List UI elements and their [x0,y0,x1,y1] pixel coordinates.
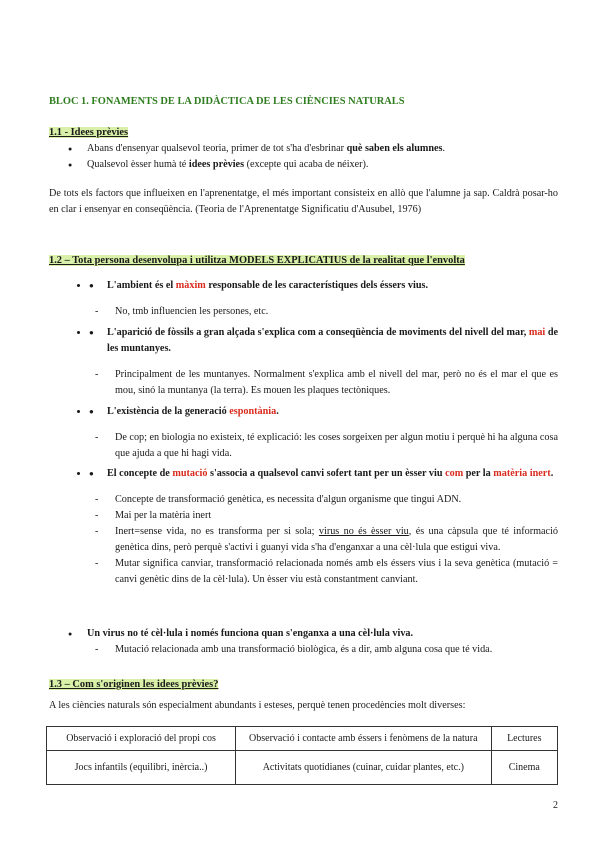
list-item: - No, tmb influencien les persones, etc. [49,304,558,320]
list-item: ● Qualsevol èsser humà té idees prèvies (excepte qui acaba de néixer). [49,157,558,173]
table-cell: Observació i exploració del propi cos [47,727,236,751]
list-item: - Concepte de transformació genètica, es necessita d'algun organisme que tingui ADN. [49,492,558,508]
list-item: - Inert=sense vida, no es transforma per si sola; virus no és èsser viu, és una càpsula que té informació genètica dins, però perquè s'activi i guanyi vida s'ha d'enganxar a una cèl·lula que estigui viva. [49,524,558,556]
bloc-title: BLOC 1. FONAMENTS DE LA DIDÀCTICA DE LES CIÈNCIES NATURALS [49,96,405,107]
list-item: ● • El concepte de mutació s'associa a qualsevol canvi sofert tant per un èsser viu com per la matèria inert. [89,466,558,482]
list-1-1 [49,141,558,173]
table-cell: Cinema [491,751,557,785]
heading-1-1: 1.1 - Idees prèvies [49,127,129,138]
item-mutacio [49,456,558,588]
list-item: ● Un virus no té cèl·lula i només funciona quan s'enganxa a una cèl·lula viva. [49,626,558,642]
table-row [47,751,558,785]
table-cell: Lectures [491,727,557,751]
table-cell: Observació i contacte amb éssers i fenòmens de la natura [236,727,492,751]
item-ambient [49,268,558,320]
page-number: 2 [553,800,558,811]
heading-1-3: 1.3 – Com s'originen les idees prèvies? [49,679,219,690]
section-1-3 [49,677,558,693]
list-item: - Mutació relacionada amb una transformació biològica, és a dir, amb alguna cosa que té vida. [49,642,558,658]
section-1-2 [49,253,558,269]
table-row [47,727,558,751]
paragraph-ausubel: De tots els factors que influeixen en l'aprenentatge, el més important consisteix en allò que l'alumne ja sap. Caldrà posar-ho en clar i ensenyar en conseqüència. (Teoria de l'Aprenentatge Significatiu d'Ausubel, 1976) [49,188,558,215]
table-cell: Jocs infantils (equilibri, inèrcia..) [47,751,236,785]
list-item: - De cop; en biologia no existeix, té explicació: les coses sorgeixen per algun motiu i perquè hi ha alguna cosa que ajuda a que hi hagi vida. [49,430,558,462]
item-fossils [49,315,558,399]
paragraph-procedencies: A les ciències naturals són especialment abundants i esteses, perquè tenen procedències molt diverses: [49,700,466,711]
list-item: ● • L'ambient és el màxim responsable de les característiques dels éssers vius. [89,278,558,294]
list-item: - Mai per la matèria inert [49,508,558,524]
item-generacio [49,394,558,462]
list-item: - Mutar significa canviar, transformació relacionada només amb els éssers vius i la seva genètica (mutació = canvi genètic dins de la cèl·lula). Un èsser viu està constantment canviant. [49,556,558,588]
list-item: ● Abans d'ensenyar qualsevol teoria, primer de tot s'ha d'esbrinar què saben els alumnes. [49,141,558,157]
table-cell: Activitats quotidianes (cuinar, cuidar plantes, etc.) [236,751,492,785]
list-item: ● • L'existència de la generació espontània. [89,404,558,420]
section-1-1 [49,125,558,173]
list-item: ● • L'aparició de fòssils a gran alçada s'explica com a conseqüència de moviments del nivell del mar, mai de les muntanyes. [89,325,558,357]
list-item: - Principalment de les muntanyes. Normalment s'explica amb el nivell del mar, però no és el mar el que es mou, sinó la muntanya (la terra). Es mouen les plaques tectòniques. [49,367,558,399]
item-virus [49,626,558,658]
sources-table [46,726,558,785]
heading-1-2: 1.2 – Tota persona desenvolupa i utilitza MODELS EXPLICATIUS de la realitat que l'envolta [49,255,465,266]
